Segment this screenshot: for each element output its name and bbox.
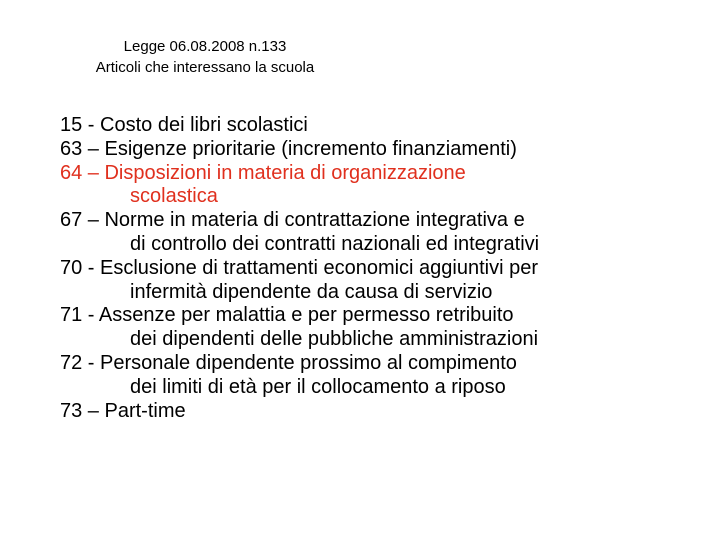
- slide-title: [0, 36, 410, 78]
- article-item-63: [60, 138, 700, 162]
- article-item-67: [60, 209, 700, 257]
- article-item-72: [60, 352, 700, 400]
- article-item-15: [60, 114, 700, 138]
- article-heading: 63 – Esigenze prioritarie (incremento finanziamenti): [60, 137, 517, 160]
- article-item-71: [60, 304, 700, 352]
- article-heading: 70 - Esclusione di trattamenti economici aggiuntivi per: [60, 256, 539, 279]
- article-item-73: [60, 400, 700, 424]
- article-continuation: infermità dipendente da causa di servizio: [130, 280, 493, 303]
- article-heading: 67 – Norme in materia di contrattazione integrativa e: [60, 209, 525, 232]
- article-continuation: scolastica: [130, 185, 218, 208]
- title-line-law: Legge 06.08.2008 n.133: [123, 38, 287, 55]
- article-heading: 73 – Part-time: [60, 399, 186, 422]
- title-line-subtitle: Articoli che interessano la scuola: [95, 59, 315, 76]
- article-item-70: [60, 257, 700, 305]
- article-continuation: di controllo dei contratti nazionali ed integrativi: [130, 232, 540, 255]
- article-item-64: [60, 162, 700, 210]
- article-continuation: dei dipendenti delle pubbliche amministrazioni: [130, 328, 539, 351]
- article-heading: 64 – Disposizioni in materia di organizzazione: [60, 161, 466, 184]
- article-heading: 72 - Personale dipendente prossimo al compimento: [60, 351, 517, 374]
- article-heading: 71 - Assenze per malattia e per permesso retribuito: [60, 304, 514, 327]
- article-continuation: dei limiti di età per il collocamento a riposo: [130, 375, 506, 398]
- article-heading: 15 - Costo dei libri scolastici: [60, 114, 308, 136]
- article-list: [60, 114, 700, 423]
